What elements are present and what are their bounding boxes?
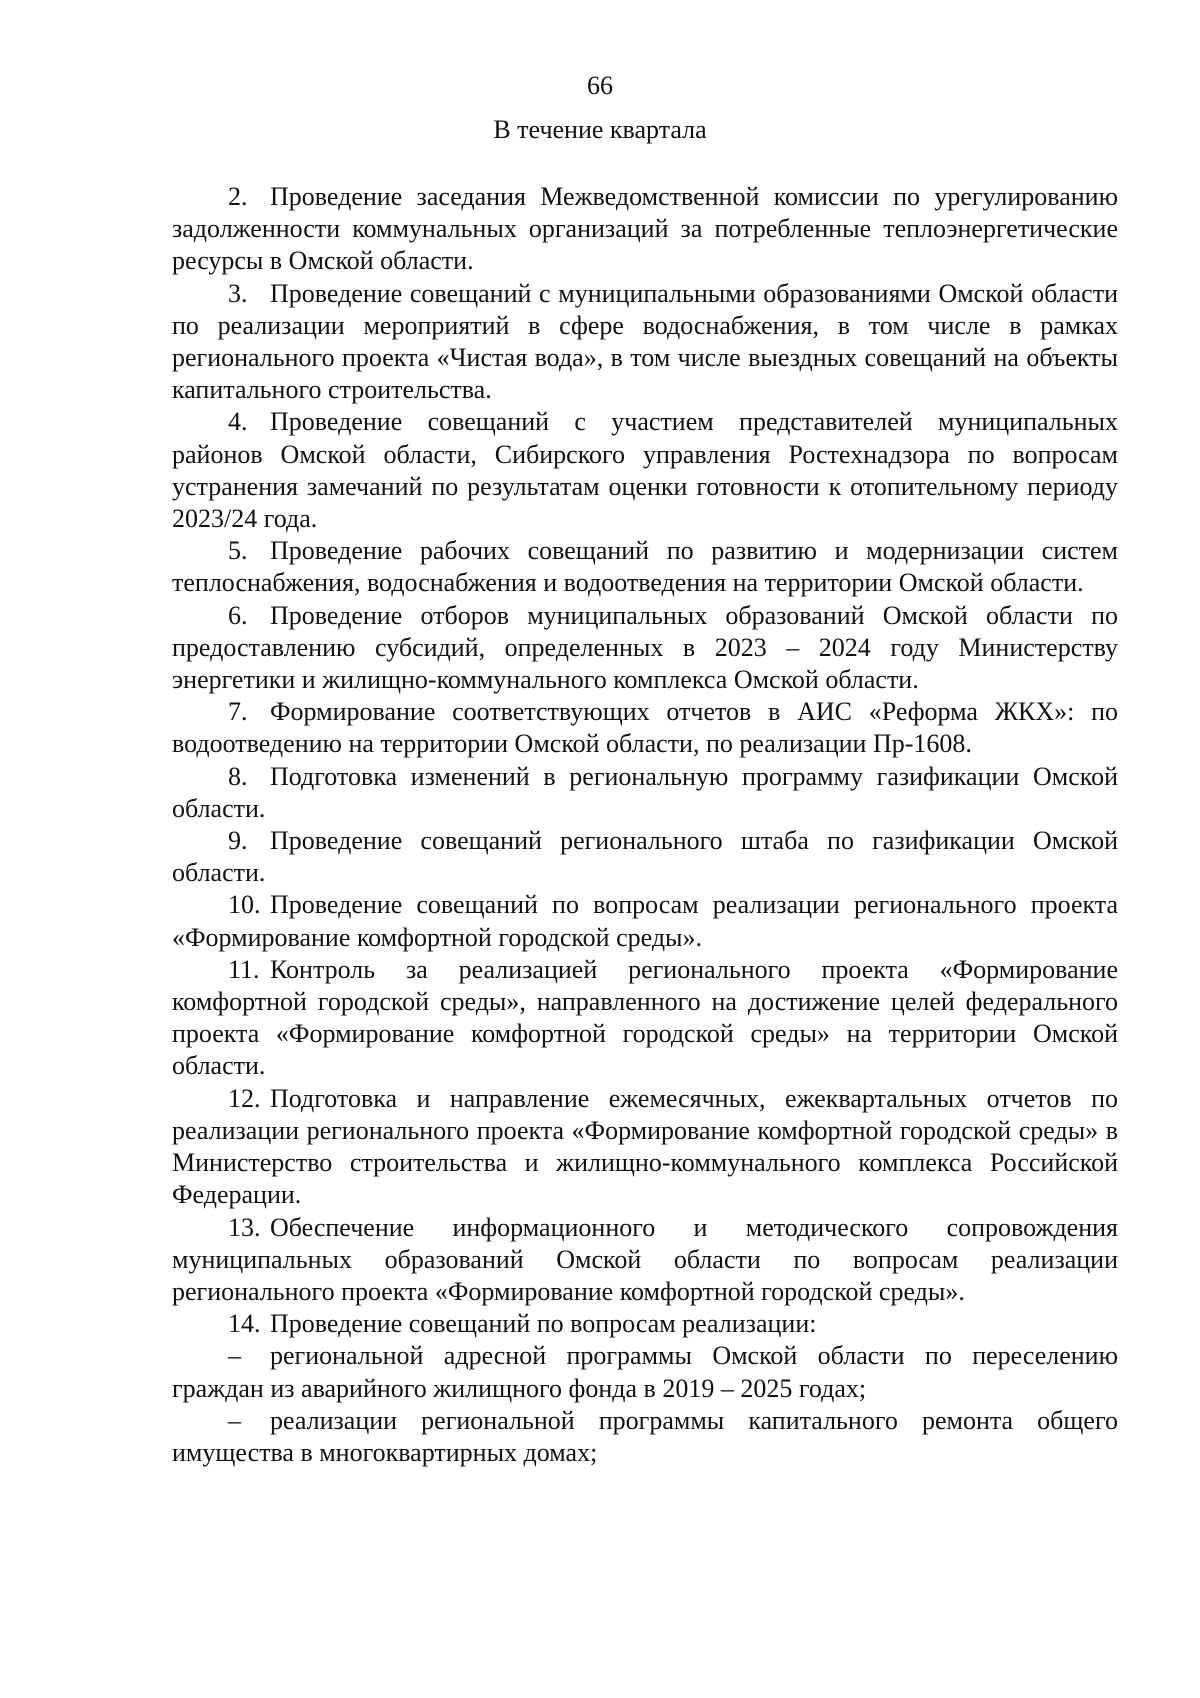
item-text: Проведение совещаний по вопросам реализации: — [270, 1309, 817, 1339]
item-text: Проведение совещаний регионального штаба по газификации Омской области. — [172, 826, 1118, 888]
page-number: 66 — [587, 71, 613, 100]
item-number: – — [228, 1341, 241, 1371]
dash-list-item — [172, 1469, 1118, 1501]
item-number: 3. — [228, 278, 248, 308]
item-number: 14. — [228, 1309, 261, 1339]
list-item — [172, 406, 1118, 535]
item-text: Проведение совещаний с участием представителей муниципальных районов Омской области, Сибирского управления Ростехнадзора по вопросам устранения замечаний по результатам оценки готовности к отопительному периоду 2023/24 года. — [172, 407, 1118, 534]
item-number: 13. — [228, 1212, 261, 1242]
item-text: Обеспечение информационного и методического сопровождения муниципальных образований Омской области по вопросам реализации регионального проекта «Формирование комфортной городской среды». — [172, 1212, 1118, 1306]
list-item — [172, 181, 1118, 278]
item-number: 5. — [228, 536, 248, 566]
item-text: Подготовка и направление ежемесячных, ежеквартальных отчетов по реализации регионального проекта «Формирование комфортной городской среды» в Министерство строительства и жилищно-коммунального комплекса Российской Федерации. — [172, 1083, 1118, 1210]
item-text: Подготовка изменений в региональную программу газификации Омской области. — [172, 761, 1118, 823]
list-item — [172, 954, 1118, 1083]
item-number: 10. — [228, 890, 261, 920]
list-item — [172, 696, 1118, 760]
list-item — [172, 825, 1118, 889]
list-item — [172, 761, 1118, 825]
item-text: Проведение рабочих совещаний по развитию и модернизации систем теплоснабжения, водоснабжения и водоотведения на территории Омской области. — [172, 536, 1118, 598]
item-text: региональной адресной программы Омской области по переселению граждан из аварийного жилищного фонда в 2019 – 2025 годах; — [172, 1341, 1118, 1403]
list-item — [172, 1340, 1118, 1404]
document-body — [172, 181, 1118, 1501]
item-text: Проведение совещаний по вопросам реализации регионального проекта «Формирование комфортной городской среды». — [172, 890, 1118, 952]
item-number: 4. — [228, 407, 248, 437]
item-text: Проведение совещаний с муниципальными образованиями Омской области по реализации мероприятий в сфере водоснабжения, в том числе в рамках регионального проекта «Чистая вода», в том числе выездных совещаний на объекты капитального строительства. — [172, 278, 1118, 405]
item-number: 7. — [228, 697, 248, 727]
dash-marker: – — [228, 1405, 241, 1435]
item-text: Проведение отборов муниципальных образований Омской области по предоставлению субсидий, определенных в 2023 – 2024 году Министерству энергетики и жилищно-коммунального комплекса Омской области. — [172, 600, 1118, 695]
item-number: 6. — [228, 600, 248, 630]
list-item — [172, 600, 1118, 697]
item-number: 11. — [228, 954, 260, 984]
list-item — [172, 1083, 1118, 1212]
item-number: 12. — [228, 1083, 261, 1113]
item-text: Формирование соответствующих отчетов в АИС «Реформа ЖКХ»: по водоотведению на территории Омской области, по реализации Пр-1608. — [172, 697, 1118, 759]
item-text: Проведение заседания Межведомственной комиссии по урегулированию задолженности коммунальных организаций за потребленные теплоэнергетические ресурсы в Омской области. — [172, 182, 1118, 276]
item-number: 9. — [228, 826, 248, 856]
item-number: 8. — [228, 761, 248, 791]
item-text: Контроль за реализацией регионального проекта «Формирование комфортной городской среды», направленного на достижение целей федерального проекта «Формирование комфортной городской среды» на территории Омской области. — [172, 954, 1118, 1081]
list-item — [172, 278, 1118, 407]
list-item — [172, 1212, 1118, 1309]
list-item — [172, 889, 1118, 953]
dash-list-item — [172, 1405, 1118, 1469]
list-item — [172, 535, 1118, 599]
section-heading: В течение квартала — [493, 115, 707, 144]
item-number: 2. — [228, 182, 248, 211]
list-item — [172, 1308, 1118, 1340]
item-text: реализации региональной программы капитального ремонта общего имущества в многоквартирных домах; — [172, 1405, 1118, 1467]
